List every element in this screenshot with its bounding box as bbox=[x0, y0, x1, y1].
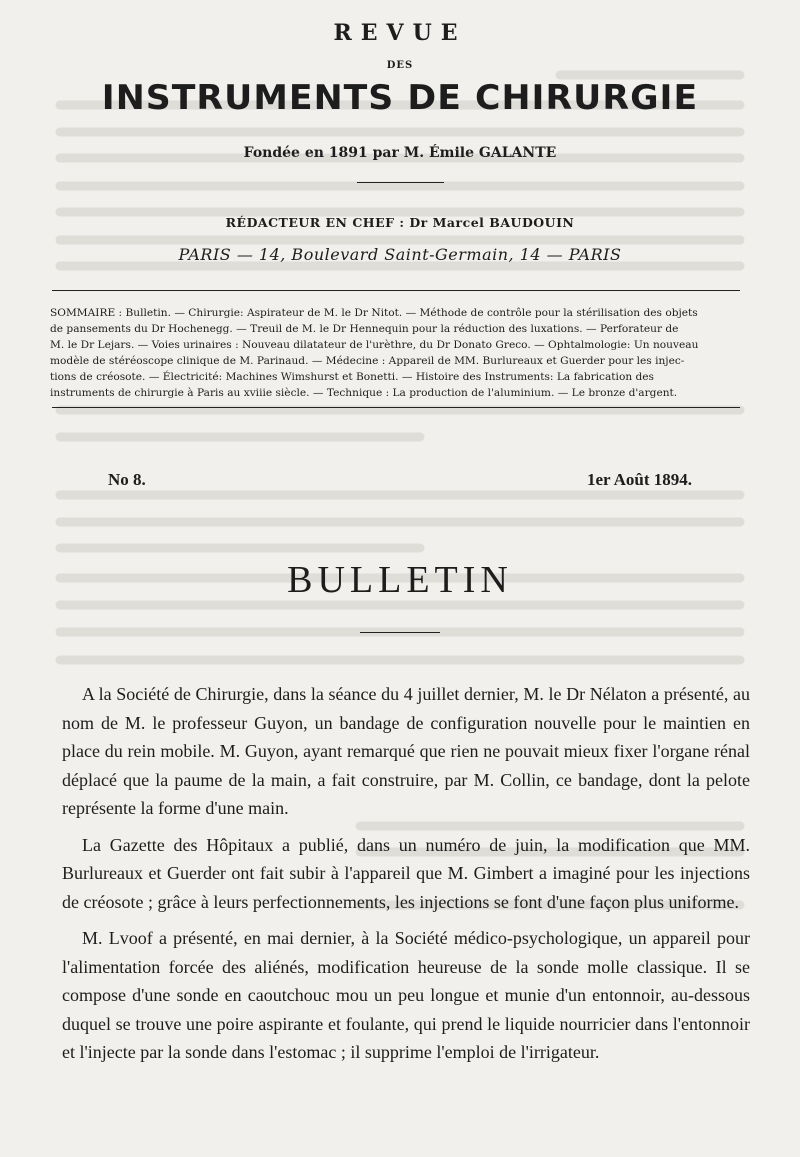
toc-line: instruments de chirurgie à Paris au xviiie siècle. — Technique : La production de l'aluminium. — Le bronze d'argent. bbox=[50, 387, 678, 399]
toc-line: SOMMAIRE : Bulletin. — Chirurgie: Aspirateur de M. le Dr Nitot. — Méthode de contrôle pour la stérilisation des objets bbox=[50, 307, 698, 319]
top-rule bbox=[52, 290, 740, 291]
address-line: PARIS — 14, Boulevard Saint-Germain, 14 — PARIS bbox=[178, 245, 622, 264]
section-title: BULLETIN bbox=[287, 559, 513, 601]
issue-number: No 8. bbox=[108, 470, 146, 489]
paragraph: M. Lvoof a présenté, en mai dernier, à la Société médico-psychologique, un appareil pour l'alimentation forcée des aliénés, modification heureuse de la sonde molle classique. Il se compose d'une sonde en caoutchouc mou un peu longue et munie d'un entonnoir, au-dessous duquel se trouve une poire aspirante et foulante, qui prend le liquide nourricier dans l'entonnoir et l'injecte par la sonde dans l'estomac ; il supprime l'emploi de l'irrigateur. bbox=[62, 928, 750, 1062]
journal-des: DES bbox=[386, 60, 414, 71]
journal-title: INSTRUMENTS DE CHIRURGIE bbox=[101, 78, 699, 118]
journal-overline: REVUE bbox=[333, 20, 467, 46]
bottom-rule bbox=[52, 407, 740, 408]
founder-line: Fondée en 1891 par M. Émile GALANTE bbox=[243, 145, 557, 161]
short-divider bbox=[357, 182, 444, 183]
table-of-contents bbox=[50, 305, 742, 401]
paragraph: A la Société de Chirurgie, dans la séance du 4 juillet dernier, M. le Dr Nélaton a présenté, au nom de M. le professeur Guyon, un bandage de configuration nouvelle pour le maintien en place du rein mobile. M. Guyon, ayant remarqué que rien ne pouvait mieux fixer l'organe rénal déplacé que la paume de la main, a fait construire, par M. Collin, ce bandage, dont la pelote représente la forme d'une main. bbox=[62, 684, 750, 818]
section-divider bbox=[360, 632, 440, 633]
issue-date: 1er Août 1894. bbox=[587, 470, 692, 489]
toc-line: de pansements du Dr Hochenegg. — Treuil de M. le Dr Hennequin pour la réduction des luxations. — Perforateur de bbox=[50, 323, 679, 335]
paragraph: La Gazette des Hôpitaux a publié, dans un numéro de juin, la modification que MM. Burlureaux et Guerder ont fait subir à l'appareil que M. Gimbert a imaginé pour les injections de créosote ; grâce à leurs perfectionnements, les injections se font d'une façon plus uniforme. bbox=[62, 834, 750, 912]
editor-line: RÉDACTEUR EN CHEF : Dr Marcel BAUDOUIN bbox=[225, 215, 575, 230]
article-body bbox=[62, 680, 750, 1075]
toc-line: M. le Dr Lejars. — Voies urinaires : Nouveau dilatateur de l'urèthre, du Dr Donato Greco. — Ophtalmologie: Un nouveau bbox=[50, 339, 699, 351]
toc-line: modèle de stéréoscope clinique de M. Parinaud. — Médecine : Appareil de MM. Burlureaux et Guerder pour les injec- bbox=[50, 355, 685, 367]
toc-line: tions de créosote. — Électricité: Machines Wimshurst et Bonetti. — Histoire des Instruments: La fabrication des bbox=[50, 371, 654, 383]
